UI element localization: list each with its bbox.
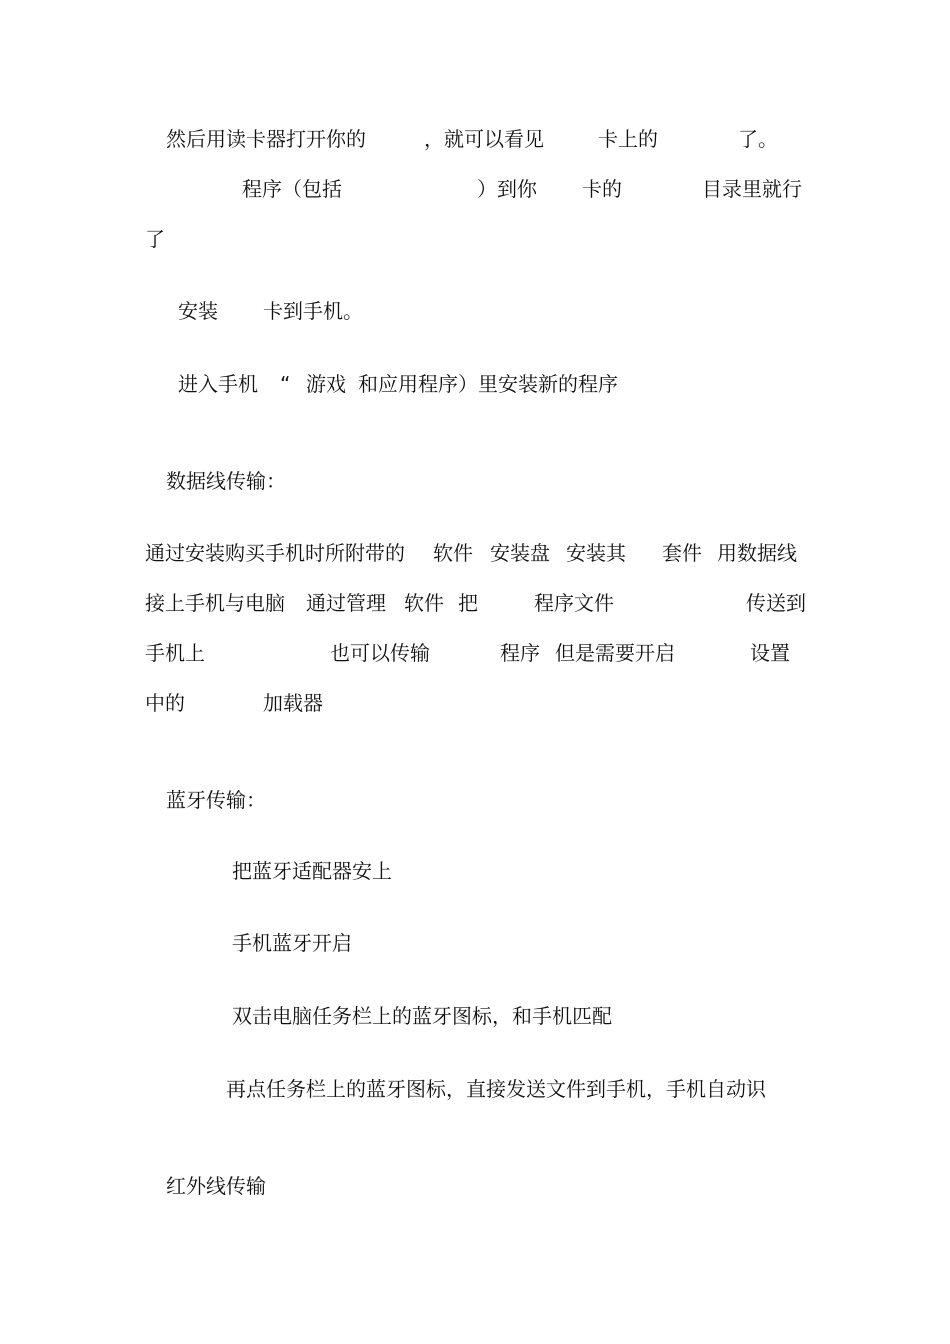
cable-line2-part3: 软件 — [404, 591, 444, 615]
bluetooth-step4: 再点任务栏上的蓝牙图标，直接发送文件到手机，手机自动识 — [226, 1077, 766, 1101]
cable-line1-part2: 软件 — [433, 541, 473, 565]
cable-line1-part1: 通过安装购买手机时所附带的 — [145, 541, 405, 565]
card-line2-part1: 程序（包括 — [242, 177, 342, 201]
card-line3: 了 — [145, 227, 165, 251]
card-line1-part2: ，就可以看见 — [424, 127, 544, 151]
cable-line1-part5: 套件 — [662, 541, 702, 565]
card-line4-part2: 卡到手机。 — [263, 299, 363, 323]
cable-line2-part6: 传送到 — [746, 591, 806, 615]
bluetooth-step1: 把蓝牙适配器安上 — [232, 859, 392, 883]
cable-section-heading: 数据线传输： — [166, 469, 286, 493]
cable-line3-part1: 手机上 — [145, 641, 205, 665]
cable-line3-part4: 但是需要开启 — [555, 641, 675, 665]
card-line5-part4: 和应用程序）里安装新的程序 — [358, 372, 618, 396]
card-line1-part4: 了。 — [738, 127, 778, 151]
cable-line4-part1: 中的 — [145, 691, 185, 715]
card-line4-part1: 安装 — [178, 299, 218, 323]
bluetooth-step2: 手机蓝牙开启 — [232, 931, 352, 955]
card-line1-part1: 然后用读卡器打开你的 — [166, 127, 366, 151]
cable-line2-part4: 把 — [458, 591, 478, 615]
cable-line4-part2: 加载器 — [263, 691, 323, 715]
card-line5-part3: 游戏 — [306, 372, 346, 396]
cable-line3-part5: 设置 — [750, 641, 790, 665]
card-line5-part2: “ — [280, 372, 291, 396]
cable-line1-part3: 安装盘 — [490, 541, 550, 565]
cable-line2-part1: 接上手机与电脑 — [145, 591, 285, 615]
card-line2-part4: 目录里就行 — [702, 177, 802, 201]
card-line2-part3: 卡的 — [582, 177, 622, 201]
bluetooth-section-heading: 蓝牙传输： — [166, 788, 266, 812]
cable-line3-part3: 程序 — [500, 641, 540, 665]
card-line1-part3: 卡上的 — [598, 127, 658, 151]
cable-line1-part6: 用数据线 — [717, 541, 797, 565]
card-line2-part2: ）到你 — [477, 177, 537, 201]
card-line5-part1: 进入手机 — [178, 372, 258, 396]
cable-line2-part5: 程序文件 — [534, 591, 614, 615]
infrared-section-heading: 红外线传输 — [166, 1174, 266, 1198]
cable-line1-part4: 安装其 — [566, 541, 626, 565]
bluetooth-step3: 双击电脑任务栏上的蓝牙图标，和手机匹配 — [232, 1004, 612, 1028]
cable-line2-part2: 通过管理 — [306, 591, 386, 615]
cable-line3-part2: 也可以传输 — [330, 641, 430, 665]
